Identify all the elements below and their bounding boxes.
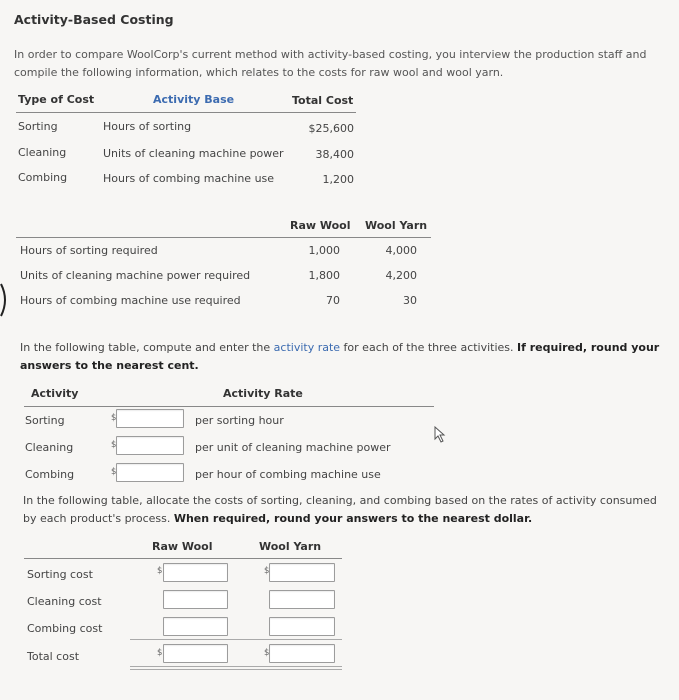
table1-header-rule <box>16 112 356 113</box>
col-header-activity-rate: Activity Rate <box>223 387 303 400</box>
raw-wool-cleaning-cost-input[interactable] <box>163 590 228 609</box>
intro-text: In order to compare WoolCorp's current method with activity-based costing, you interview the production staff and compile the following information, which relates to the costs for raw wool and wool yarn. <box>14 48 647 79</box>
table2-row-cleaning-label: Units of cleaning machine power required <box>20 269 251 282</box>
table4-row-combing-label: Combing cost <box>27 622 103 635</box>
table1-row-combing-total: 1,200 <box>322 173 354 186</box>
table2-row-combing-raw: 70 <box>326 294 340 307</box>
raw-wool-total-cost-input[interactable] <box>163 644 228 663</box>
table1-row-cleaning-base: Units of cleaning machine power <box>103 147 284 160</box>
table1-row-cleaning-total: 38,400 <box>315 148 354 161</box>
table1-row-combing-base: Hours of combing machine use <box>103 172 275 185</box>
raw-wool-combing-cost-input[interactable] <box>163 617 228 636</box>
table2-row-cleaning-raw: 1,800 <box>308 269 340 282</box>
table4-header-rule <box>24 558 342 559</box>
table2-row-sorting-label: Hours of sorting required <box>20 244 158 257</box>
col-header-raw-wool: Raw Wool <box>290 219 351 232</box>
table2-row-sorting-raw: 1,000 <box>308 244 340 257</box>
table1-row-cleaning-type: Cleaning <box>18 146 67 159</box>
table1-row-combing-type: Combing <box>18 171 68 184</box>
col-header-wool-yarn: Wool Yarn <box>365 219 428 232</box>
page-title: Activity-Based Costing <box>14 12 174 27</box>
instruction-allocate-costs: In the following table, allocate the costs of sorting, cleaning, and combing based on the rates of activity consumed by each product's process. When required, round your answers to the nearest dollar. <box>23 494 657 525</box>
raw-wool-sorting-cost-input[interactable] <box>163 563 228 582</box>
wool-yarn-total-cost-input[interactable] <box>269 644 335 663</box>
table3-row-cleaning-label: Cleaning <box>25 441 74 454</box>
table2-row-combing-yarn: 30 <box>403 294 417 307</box>
wool-yarn-sorting-cost-input[interactable] <box>269 563 335 582</box>
table3-row-cleaning-unit: per unit of cleaning machine power <box>195 441 391 454</box>
table4-total-double-rule-top <box>130 666 342 667</box>
currency-symbol: $ <box>157 648 163 658</box>
wool-yarn-combing-cost-input[interactable] <box>269 617 335 636</box>
table3-row-sorting-unit: per sorting hour <box>195 414 284 427</box>
table3-row-sorting-label: Sorting <box>25 414 65 427</box>
table4-total-double-rule-bottom <box>130 669 342 670</box>
currency-symbol: $ <box>111 440 117 450</box>
table4-subtotal-rule <box>130 639 342 640</box>
table2-header-rule <box>16 237 431 238</box>
currency-symbol: $ <box>157 566 163 576</box>
table4-row-cleaning-label: Cleaning cost <box>27 595 102 608</box>
sorting-rate-input[interactable] <box>116 409 184 428</box>
table3-row-combing-label: Combing <box>25 468 75 481</box>
currency-symbol: $ <box>111 467 117 477</box>
table2-row-sorting-yarn: 4,000 <box>385 244 417 257</box>
table4-row-sorting-label: Sorting cost <box>27 568 93 581</box>
mouse-cursor-icon <box>433 426 447 444</box>
col-header-wool-yarn-alloc: Wool Yarn <box>259 540 322 553</box>
table3-row-combing-unit: per hour of combing machine use <box>195 468 381 481</box>
table3-header-rule <box>24 406 434 407</box>
table2-row-cleaning-yarn: 4,200 <box>385 269 417 282</box>
table4-row-total-label: Total cost <box>27 650 80 663</box>
currency-symbol: $ <box>264 566 270 576</box>
col-header-type-of-cost: Type of Cost <box>18 93 95 106</box>
col-header-raw-wool-alloc: Raw Wool <box>152 540 213 553</box>
cleaning-rate-input[interactable] <box>116 436 184 455</box>
table1-row-sorting-total: $25,600 <box>308 122 354 135</box>
col-header-activity-base: Activity Base <box>153 93 235 106</box>
col-header-total-cost: Total Cost <box>292 94 354 107</box>
col-header-activity: Activity <box>31 387 79 400</box>
currency-symbol: $ <box>264 648 270 658</box>
table1-row-sorting-base: Hours of sorting <box>103 120 192 133</box>
currency-symbol: $ <box>111 413 117 423</box>
wool-yarn-cleaning-cost-input[interactable] <box>269 590 335 609</box>
activity-rate-link[interactable]: activity rate <box>273 341 341 354</box>
instruction-activity-rate: In the following table, compute and enter the activity rate for each of the three activities. If required, round your answers to the nearest cent. <box>20 341 660 372</box>
combing-rate-input[interactable] <box>116 463 184 482</box>
table2-row-combing-label: Hours of combing machine use required <box>20 294 241 307</box>
left-edge-bracket <box>0 282 10 318</box>
table1-row-sorting-type: Sorting <box>18 120 58 133</box>
